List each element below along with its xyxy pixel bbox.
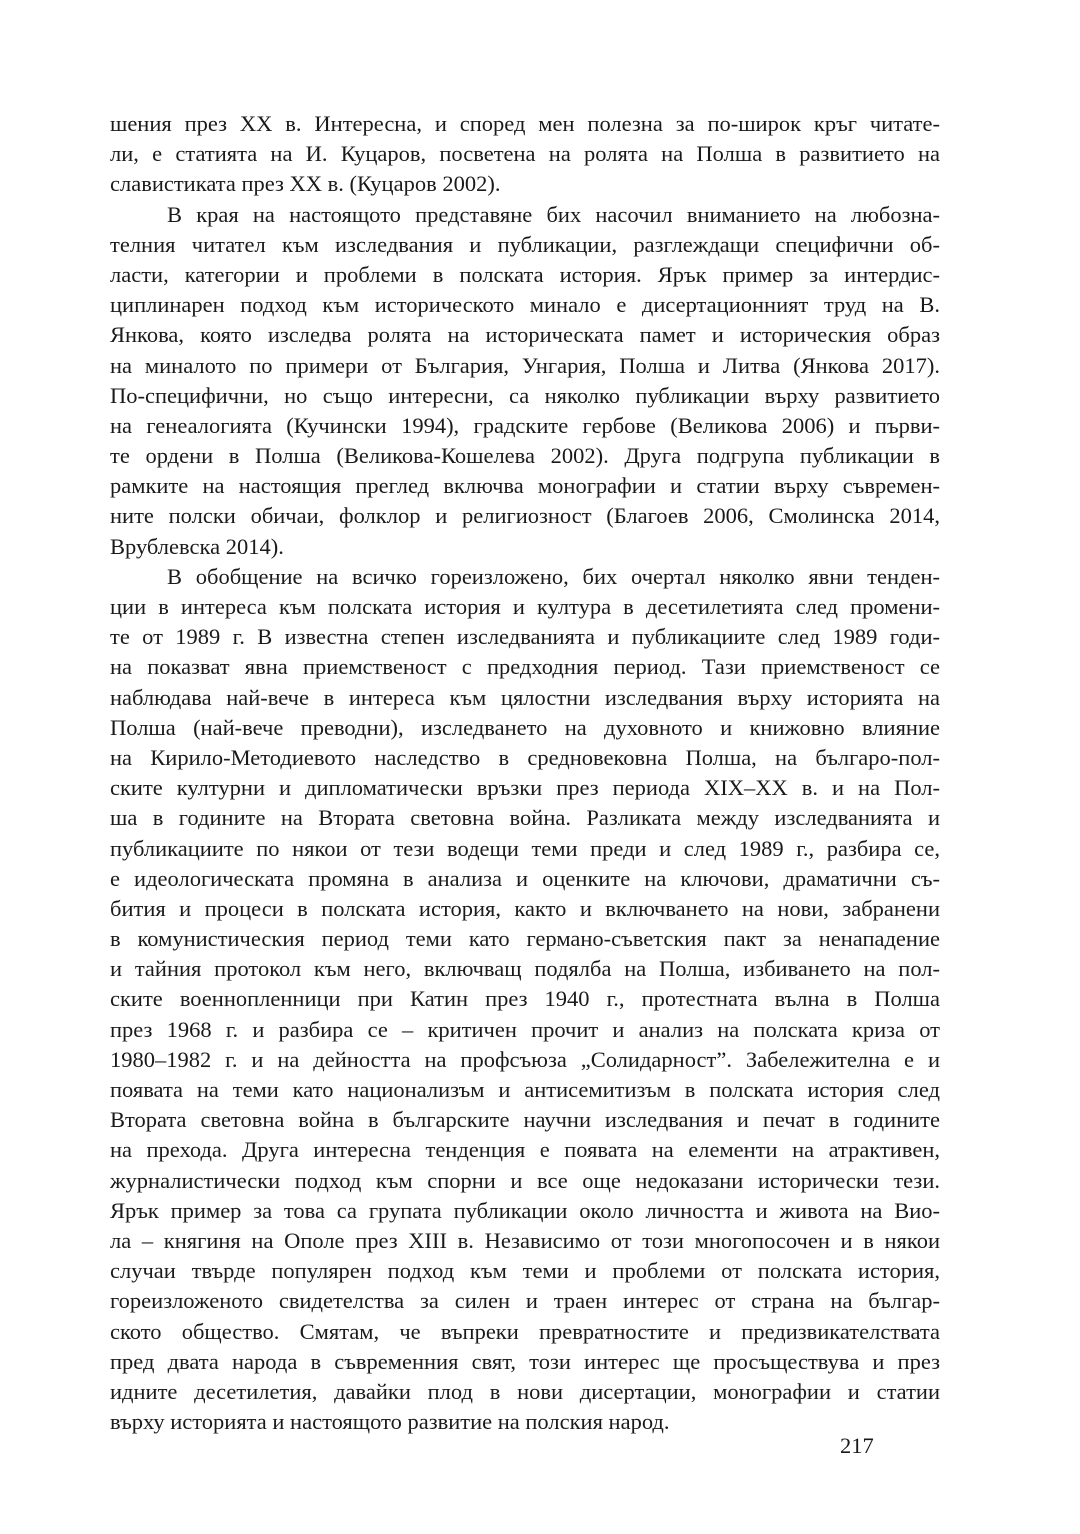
text-line: 1980–1982 г. и на дейността на профсъюза „Солидарност”. Забележителна е и <box>110 1046 940 1072</box>
text-line: журналистически подход към спорни и все още недоказани исторически тези. <box>110 1167 940 1193</box>
text-line: в комунистическия период теми като германо-съветския пакт за ненападение <box>110 926 940 952</box>
text-line: В края на настоящото представяне бих насочил вниманието на любозна- <box>167 201 940 227</box>
text-line: ции в интереса към полската история и култура в десетилетията след промени- <box>110 594 940 619</box>
text-line: през 1968 г. и разбира се – критичен прочит и анализ на полската криза от <box>110 1016 940 1042</box>
text-line: Ярък пример за това са групата публикации около личността и живота на Вио- <box>110 1197 940 1223</box>
text-line: те ордени в Полша (Великова-Кошелева 2002). Друга подгрупа публикации в <box>110 443 940 469</box>
text-line: появата на теми като национализъм и антисемитизъм в полската история след <box>110 1077 940 1102</box>
text-line: циплинарен подход към историческото минало е дисертационният труд на В. <box>110 292 940 318</box>
text-line: шения през XX в. Интересна, и според мен полезна за по-широк кръг читате- <box>110 111 940 136</box>
text-line: В обобщение на всичко гореизложено, бих очертал няколко явни тенден- <box>167 563 940 589</box>
text-line: Втората световна война в българските научни изследвания и печат в годините <box>110 1107 940 1133</box>
text-line: на миналото по примери от България, Унгария, Полша и Литва (Янкова 2017). <box>110 352 940 378</box>
text-line: на прехода. Друга интересна тенденция е появата на елементи на атрактивен, <box>110 1137 940 1163</box>
text-line: ли, е статията на И. Куцаров, посветена на ролята на Полша в развитието на <box>110 141 940 167</box>
text-line: телния читател към изследвания и публикации, разглеждащи специфични об- <box>110 231 940 257</box>
text-line: е идеологическата промяна в анализа и оценките на ключови, драматични съ- <box>110 865 940 891</box>
text-line: ша в годините на Втората световна война. Разликата между изследванията и <box>110 805 940 831</box>
text-line: ните полски обичаи, фолклор и религиозност (Благоев 2006, Смолинска 2014, <box>110 503 940 529</box>
text-line: и тайния протокол към него, включващ подялба на Полша, избиването на пол- <box>110 956 940 982</box>
text-line: идните десетилетия, давайки плод в нови дисертации, монографии и статии <box>110 1378 940 1404</box>
text-line: на генеалогията (Кучински 1994), градските гербове (Великова 2006) и първи- <box>110 412 940 438</box>
text-line: славистиката през XX в. (Куцаров 2002). <box>110 171 501 197</box>
text-line: Янкова, която изследва ролята на историческата памет и историческия образ <box>110 322 940 348</box>
text-line: публикациите по някои от тези водещи теми преди и след 1989 г., разбира се, <box>110 835 940 861</box>
text-line: ла – княгиня на Ополе през XIII в. Независимо от този многопосочен и в някои <box>110 1227 940 1253</box>
text-line: гореизложеното свидетелства за силен и траен интерес от страна на българ- <box>110 1288 940 1314</box>
text-line: пред двата народа в съвременния свят, този интерес ще просъществува и през <box>110 1348 940 1374</box>
text-line: рамките на настоящия преглед включва монографии и статии върху съвремен- <box>110 473 940 499</box>
paragraph <box>110 200 940 562</box>
page-body <box>110 109 940 1437</box>
text-line: Врублевска 2014). <box>110 533 284 559</box>
text-line: По-специфични, но също интересни, са няколко публикации върху развитието <box>110 382 940 408</box>
text-line: случаи твърде популярен подход към теми и проблеми от полската история, <box>110 1258 940 1284</box>
paragraph <box>110 109 940 200</box>
text-line: на Кирило-Методиевото наследство в средновековна Полша, на българо-пол- <box>110 744 940 770</box>
text-line: те от 1989 г. В известна степен изследванията и публикациите след 1989 годи- <box>110 624 940 650</box>
page-number: 217 <box>840 1433 874 1458</box>
text-line: ските културни и дипломатически връзки през периода XIX–XX в. и на Пол- <box>110 775 940 801</box>
text-line: Полша (най-вече преводни), изследването на духовното и книжовно влияние <box>110 714 940 740</box>
text-line: върху историята и настоящото развитие на полския народ. <box>110 1409 670 1435</box>
text-line: ското общество. Смятам, че въпреки превратностите и предизвикателствата <box>110 1318 940 1344</box>
text-line: на показват явна приемственост с предходния период. Тази приемственост се <box>110 654 940 680</box>
text-line: ласти, категории и проблеми в полската история. Ярък пример за интердис- <box>110 261 940 287</box>
text-line: наблюдава най-вече в интереса към цялостни изследвания върху историята на <box>110 684 940 710</box>
text-line: бития и процеси в полската история, както и включването на нови, забранени <box>110 895 940 921</box>
text-line: ските военнопленници при Катин през 1940 г., протестната вълна в Полша <box>110 986 940 1012</box>
paragraph <box>110 562 940 1437</box>
